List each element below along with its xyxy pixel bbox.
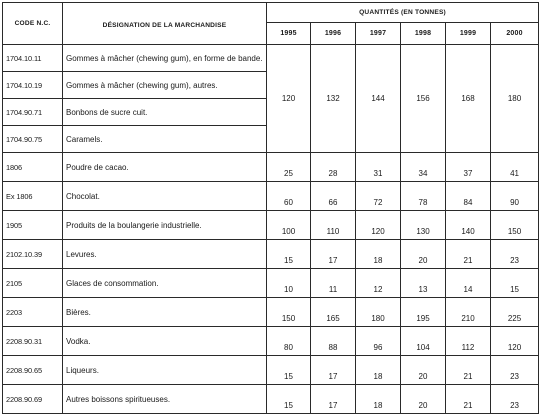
cell-value: 120: [491, 327, 539, 356]
cell-value: 31: [356, 153, 401, 182]
cell-value: 80: [267, 327, 311, 356]
header-quantities: QUANTITÉS (EN TONNES): [267, 3, 539, 23]
cell-value: 84: [446, 182, 491, 211]
cell-value: 165: [311, 298, 356, 327]
cell-value: 90: [491, 182, 539, 211]
cell-value: 130: [401, 211, 446, 240]
cell-value: 18: [356, 385, 401, 414]
cell-value: 110: [311, 211, 356, 240]
cell-value: 18: [356, 356, 401, 385]
cell-value: 100: [267, 211, 311, 240]
cell-description: Caramels.: [63, 126, 267, 153]
cell-value: 10: [267, 269, 311, 298]
table-row: [3, 385, 539, 414]
cell-code: 2208.90.31: [3, 327, 63, 356]
cell-value: 28: [311, 153, 356, 182]
cell-code: 1704.90.71: [3, 99, 63, 126]
cell-description: Gommes à mâcher (chewing gum), autres.: [63, 72, 267, 99]
cell-value: 17: [311, 356, 356, 385]
cell-value: 156: [401, 45, 446, 153]
cell-value: 11: [311, 269, 356, 298]
header-year: 1998: [401, 23, 446, 45]
header-row-top: [3, 3, 539, 23]
cell-value: 37: [446, 153, 491, 182]
header-year: 1997: [356, 23, 401, 45]
cell-value: 168: [446, 45, 491, 153]
cell-value: 120: [267, 45, 311, 153]
cell-value: 21: [446, 356, 491, 385]
cell-code: 2208.90.65: [3, 356, 63, 385]
cell-description: Chocolat.: [63, 182, 267, 211]
cell-value: 150: [491, 211, 539, 240]
cell-value: 150: [267, 298, 311, 327]
cell-value: 23: [491, 385, 539, 414]
cell-code: 1704.90.75: [3, 126, 63, 153]
table-row: [3, 356, 539, 385]
header-year: 1995: [267, 23, 311, 45]
cell-code: 2203: [3, 298, 63, 327]
cell-value: 140: [446, 211, 491, 240]
cell-description: Produits de la boulangerie industrielle.: [63, 211, 267, 240]
cell-value: 60: [267, 182, 311, 211]
cell-description: Levures.: [63, 240, 267, 269]
quota-table: [2, 2, 539, 414]
cell-value: 72: [356, 182, 401, 211]
cell-value: 180: [491, 45, 539, 153]
cell-value: 17: [311, 240, 356, 269]
cell-code: 1806: [3, 153, 63, 182]
cell-value: 15: [267, 356, 311, 385]
cell-value: 41: [491, 153, 539, 182]
cell-code: 2208.90.69: [3, 385, 63, 414]
cell-value: 104: [401, 327, 446, 356]
cell-value: 21: [446, 385, 491, 414]
cell-value: 23: [491, 240, 539, 269]
cell-code: Ex 1806: [3, 182, 63, 211]
table-row: [3, 269, 539, 298]
table-row: [3, 153, 539, 182]
cell-value: 88: [311, 327, 356, 356]
cell-value: 25: [267, 153, 311, 182]
cell-description: Bières.: [63, 298, 267, 327]
cell-description: Poudre de cacao.: [63, 153, 267, 182]
table-row: [3, 182, 539, 211]
header-designation: DÉSIGNATION DE LA MARCHANDISE: [63, 3, 267, 45]
cell-value: 195: [401, 298, 446, 327]
cell-value: 120: [356, 211, 401, 240]
cell-value: 23: [491, 356, 539, 385]
cell-description: Glaces de consommation.: [63, 269, 267, 298]
cell-value: 180: [356, 298, 401, 327]
table-row: [3, 298, 539, 327]
cell-description: Vodka.: [63, 327, 267, 356]
cell-value: 15: [267, 385, 311, 414]
header-year: 2000: [491, 23, 539, 45]
quota-table-container: [2, 2, 539, 414]
cell-description: Gommes à mâcher (chewing gum), en forme de bande.: [63, 45, 267, 72]
header-year: 1996: [311, 23, 356, 45]
cell-value: 14: [446, 269, 491, 298]
cell-value: 20: [401, 385, 446, 414]
cell-value: 144: [356, 45, 401, 153]
cell-value: 18: [356, 240, 401, 269]
cell-value: 20: [401, 240, 446, 269]
cell-description: Autres boissons spiritueuses.: [63, 385, 267, 414]
cell-value: 78: [401, 182, 446, 211]
table-row: [3, 240, 539, 269]
cell-value: 17: [311, 385, 356, 414]
cell-value: 13: [401, 269, 446, 298]
cell-value: 225: [491, 298, 539, 327]
table-body: [3, 153, 539, 414]
cell-value: 34: [401, 153, 446, 182]
table-row: [3, 211, 539, 240]
cell-value: 66: [311, 182, 356, 211]
cell-value: 15: [267, 240, 311, 269]
cell-value: 21: [446, 240, 491, 269]
cell-description: Bonbons de sucre cuit.: [63, 99, 267, 126]
table-row: [3, 45, 539, 72]
header-code: CODE N.C.: [3, 3, 63, 45]
cell-code: 1704.10.19: [3, 72, 63, 99]
cell-code: 2105: [3, 269, 63, 298]
cell-code: 2102.10.39: [3, 240, 63, 269]
cell-value: 132: [311, 45, 356, 153]
cell-value: 20: [401, 356, 446, 385]
cell-value: 15: [491, 269, 539, 298]
cell-value: 12: [356, 269, 401, 298]
cell-code: 1704.10.11: [3, 45, 63, 72]
table-row: [3, 327, 539, 356]
cell-code: 1905: [3, 211, 63, 240]
cell-value: 210: [446, 298, 491, 327]
cell-value: 112: [446, 327, 491, 356]
header-year: 1999: [446, 23, 491, 45]
cell-description: Liqueurs.: [63, 356, 267, 385]
cell-value: 96: [356, 327, 401, 356]
